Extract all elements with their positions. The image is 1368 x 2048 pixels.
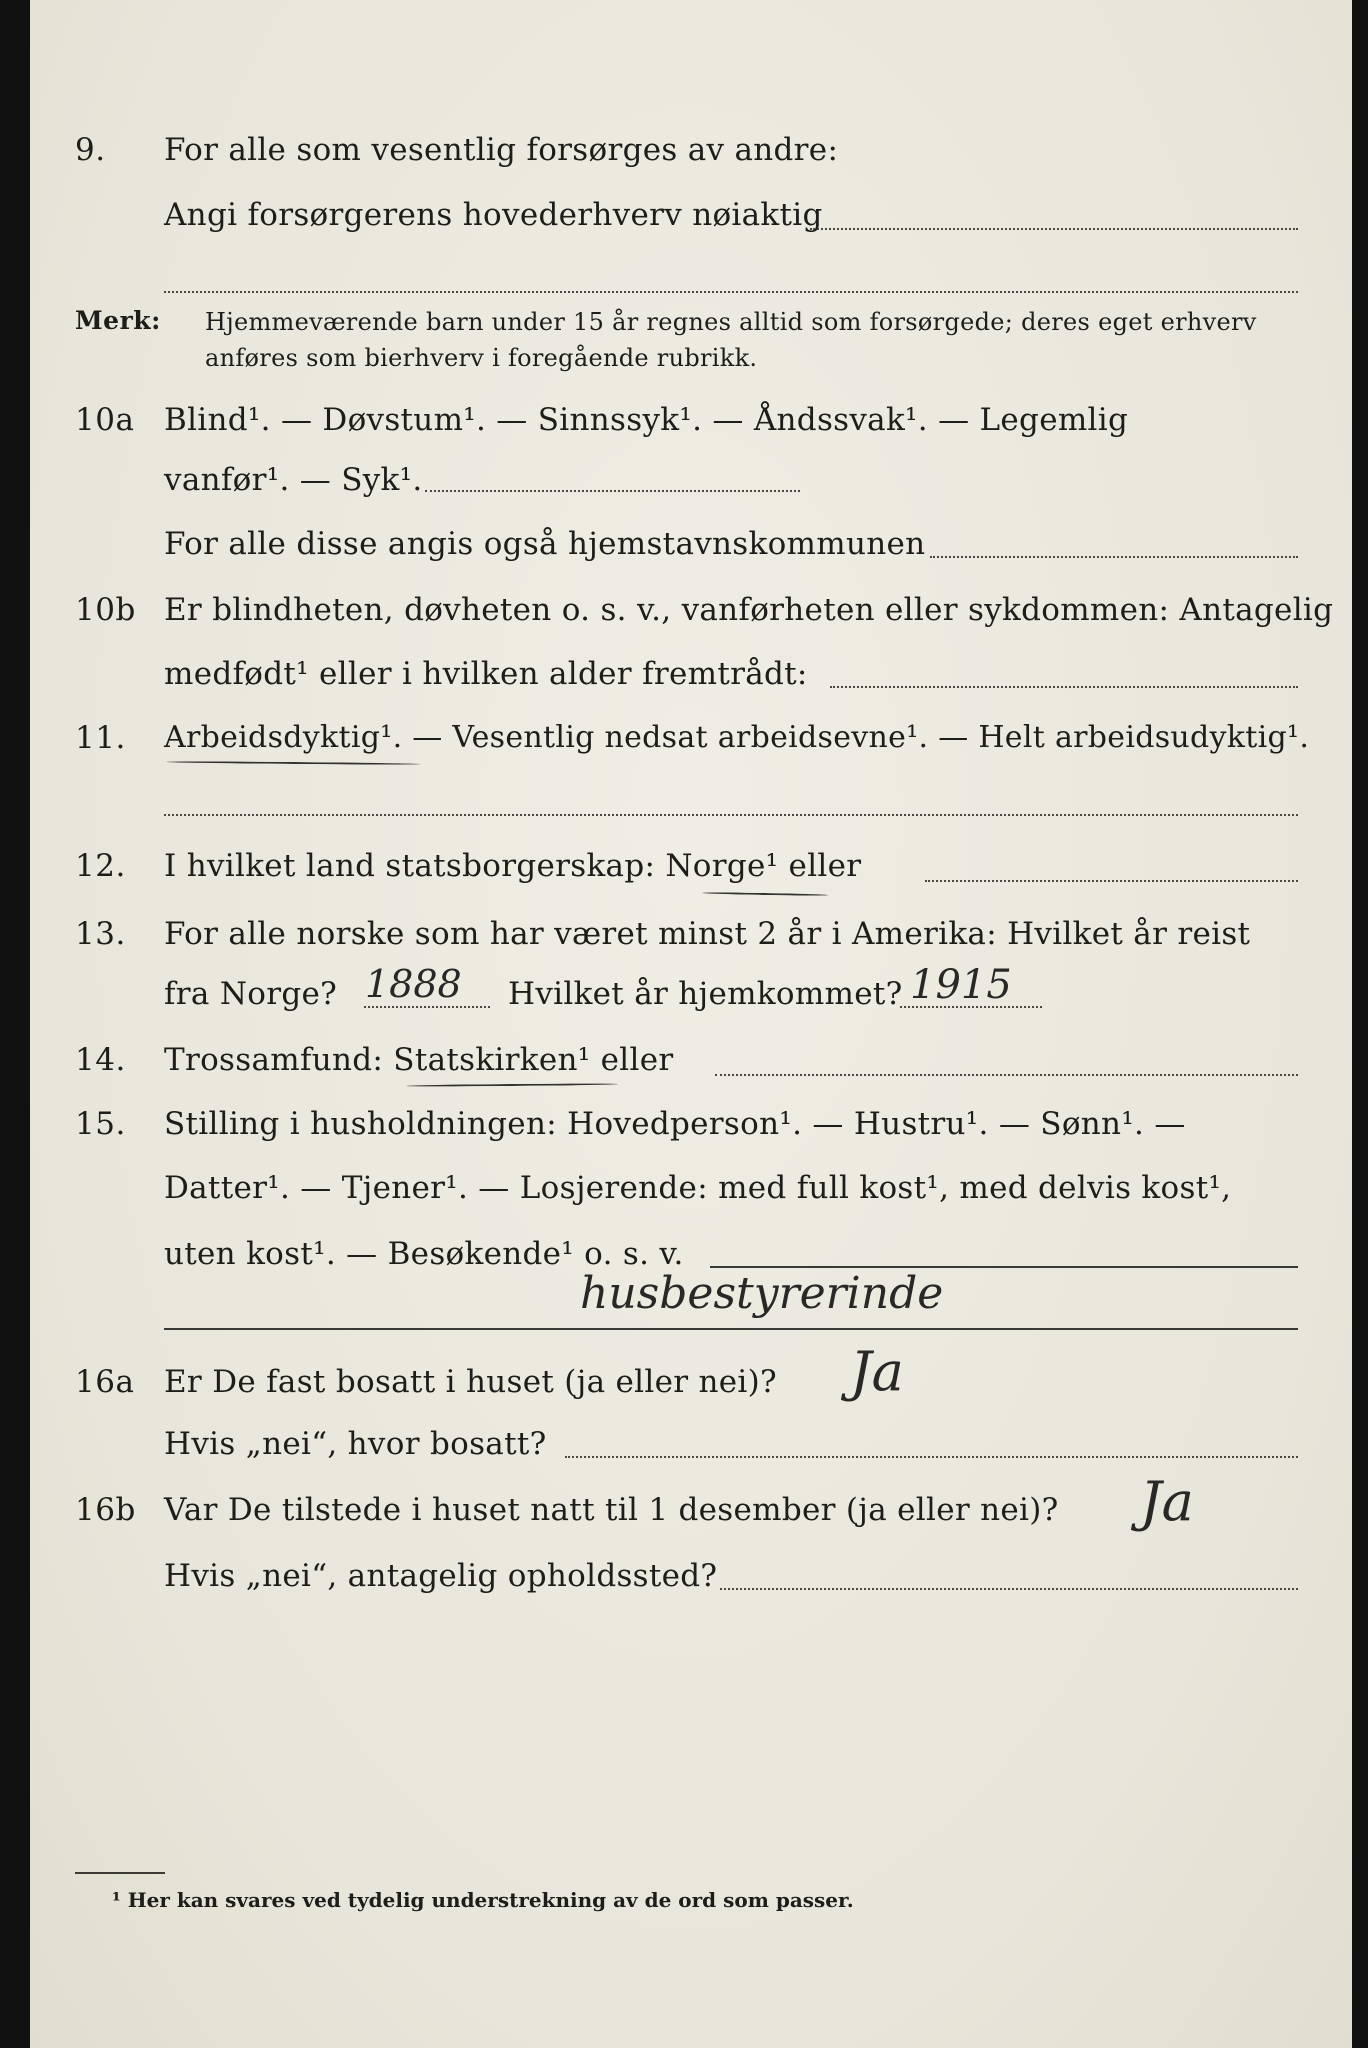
q13-number: 13. — [75, 916, 126, 952]
q12-answer-line[interactable] — [925, 880, 1298, 882]
q16a-line2: Hvis „nei“, hvor bosatt? — [164, 1426, 547, 1462]
q16b-number: 16b — [75, 1492, 136, 1528]
q16a-line1: Er De fast bosatt i huset (ja eller nei)? — [164, 1364, 777, 1400]
q15-line1: Stilling i husholdningen: Hovedperson¹. — Hustru¹. — Sønn¹. — — [164, 1106, 1186, 1142]
q9-line1: For alle som vesentlig forsørges av andre: — [164, 132, 839, 168]
q11-line1: Arbeidsdyktig¹. — Vesentlig nedsat arbeidsevne¹. — Helt arbeidsudyktig¹. — [164, 720, 1310, 755]
q14-answer-line[interactable] — [715, 1074, 1298, 1076]
q16b-line2: Hvis „nei“, antagelig opholdssted? — [164, 1558, 718, 1594]
q9-answer-line-2[interactable] — [164, 291, 1298, 293]
q15-answer-line-2[interactable] — [164, 1328, 1298, 1330]
q9-line2: Angi forsørgerens hovederhverv nøiaktig — [164, 197, 823, 233]
q12-underline-mark — [702, 892, 828, 896]
footnote: ¹ Her kan svares ved tydelig understrekning av de ord som passer. — [112, 1888, 854, 1912]
q10b-line2: medfødt¹ eller i hvilken alder fremtrådt: — [164, 656, 808, 692]
q10a-line2: vanfør¹. — Syk¹. — [164, 462, 423, 498]
q15-answer: husbestyrerinde — [580, 1268, 944, 1319]
q16b-line1: Var De tilstede i huset natt til 1 desember (ja eller nei)? — [164, 1492, 1059, 1528]
q10b-line1: Er blindheten, døvheten o. s. v., vanførheten eller sykdommen: Antagelig — [164, 592, 1334, 628]
q13-hjem-line[interactable] — [900, 1006, 1042, 1008]
q16b-answer-line[interactable] — [720, 1588, 1298, 1590]
q14-line1: Trossamfund: Statskirken¹ eller — [164, 1042, 674, 1078]
merk-line1: Hjemmeværende barn under 15 år regnes alltid som forsørgede; deres eget erhverv — [205, 308, 1257, 336]
q13-reist-line[interactable] — [364, 1006, 490, 1008]
q9-answer-line[interactable] — [810, 228, 1298, 230]
q9-number: 9. — [75, 132, 106, 168]
q10a-number: 10a — [75, 402, 135, 438]
footnote-rule — [75, 1872, 165, 1874]
q15-line3: uten kost¹. — Besøkende¹ o. s. v. — [164, 1236, 684, 1272]
q13-line1: For alle norske som har været minst 2 år i Amerika: Hvilket år reist — [164, 916, 1251, 952]
merk-line2: anføres som bierhverv i foregående rubrikk. — [205, 344, 758, 372]
q15-line2: Datter¹. — Tjener¹. — Losjerende: med full kost¹, med delvis kost¹, — [164, 1170, 1232, 1206]
q15-number: 15. — [75, 1106, 126, 1142]
q13-line2b: Hvilket år hjemkommet? — [508, 976, 903, 1012]
q10a-line3: For alle disse angis også hjemstavnskommunen — [164, 526, 926, 562]
q12-line1: I hvilket land statsborgerskap: Norge¹ eller — [164, 848, 862, 884]
q10b-answer-line[interactable] — [830, 686, 1298, 688]
q11-underline-mark — [166, 761, 420, 765]
q12-number: 12. — [75, 848, 126, 884]
q16b-answer: Ja — [1140, 1470, 1194, 1533]
q13-line2a: fra Norge? — [164, 976, 338, 1012]
q13-answer-hjem: 1915 — [910, 962, 1012, 1008]
q10a-kommune-line[interactable] — [930, 556, 1298, 558]
q11-answer-line[interactable] — [164, 814, 1298, 816]
q10b-number: 10b — [75, 592, 136, 628]
q14-number: 14. — [75, 1042, 126, 1078]
q16a-answer: Ja — [850, 1340, 904, 1403]
q10a-syk-line[interactable] — [425, 490, 800, 492]
q13-answer-reist: 1888 — [365, 962, 462, 1006]
merk-label: Merk: — [75, 306, 161, 335]
q16a-answer-line[interactable] — [565, 1456, 1298, 1458]
q16a-number: 16a — [75, 1364, 135, 1400]
q14-underline-mark — [406, 1083, 618, 1087]
q11-number: 11. — [75, 720, 126, 756]
q10a-line1: Blind¹. — Døvstum¹. — Sinnssyk¹. — Åndssvak¹. — Legemlig — [164, 402, 1129, 438]
census-form-page — [30, 0, 1352, 2048]
